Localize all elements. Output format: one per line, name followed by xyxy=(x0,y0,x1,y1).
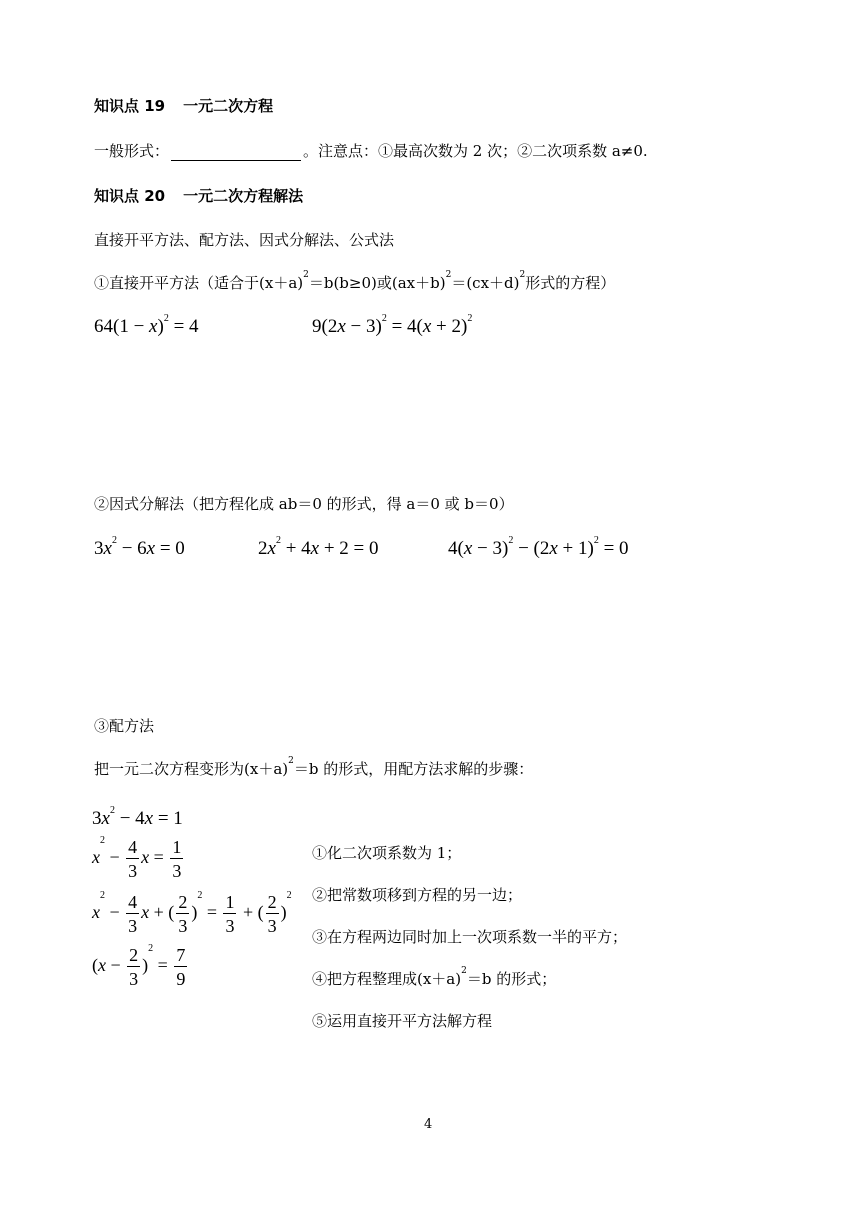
equation-factor-2: $2x^2 + 4x + 2 = 0$ xyxy=(258,535,379,559)
page-number: 4 xyxy=(424,1117,433,1132)
step-4 xyxy=(312,968,556,989)
equation-direct-2: $9(2x - 3)^2 = 4(x + 2)^2$ xyxy=(312,313,473,337)
completing-square-intro xyxy=(94,758,533,779)
direct-text-4: 形式的方程） xyxy=(525,274,616,292)
exponent: 2 xyxy=(445,270,452,280)
step-2: ②把常数项移到方程的另一边； xyxy=(312,886,523,904)
equation-factor-1: $3x^2 - 6x = 0$ xyxy=(94,535,185,559)
methods-list: 直接开平方法、配方法、因式分解法、公式法 xyxy=(94,231,395,249)
general-form-line xyxy=(94,140,648,161)
section-19-heading xyxy=(94,95,273,116)
general-form-prefix: 一般形式： xyxy=(94,142,170,160)
worked-step-2: $x^2$ − $\frac{4}{3}$ x = $\frac{1}{3}$ xyxy=(92,835,182,881)
direct-text-1: ①直接开平方法（适合于(x＋a) xyxy=(94,274,304,292)
section-19-title: 一元二次方程 xyxy=(183,97,274,115)
worked-step-1: $3x^2 - 4x = 1$ xyxy=(92,805,183,829)
step-4-text-1: ④把方程整理成(x＋a) xyxy=(312,970,462,988)
section-20-heading xyxy=(94,185,303,206)
step-3: ③在方程两边同时加上一次项系数一半的平方； xyxy=(312,928,628,946)
exponent: 2 xyxy=(303,270,309,280)
exponent: 2 xyxy=(288,756,294,766)
exponent: 2 xyxy=(519,270,526,280)
factoring-method-line: ②因式分解法（把方程化成 ab＝0 的形式，得 a＝0 或 b＝0） xyxy=(94,495,514,513)
fill-in-blank xyxy=(171,146,301,161)
direct-text-2: ＝b(b≥0)或(ax＋b) xyxy=(308,274,446,292)
step-1: ①化二次项系数为 1； xyxy=(312,844,462,862)
intro-text-1: 把一元二次方程变形为(x＋a) xyxy=(94,760,289,778)
worked-step-4: (x − $\frac{2}{3}$ )$^2$ = $\frac{7}{9}$ xyxy=(92,943,186,989)
equation-direct-1: $64(1 - x)^2 = 4$ xyxy=(94,313,199,337)
equation-factor-3: $4(x - 3)^2 - (2x + 1)^2 = 0$ xyxy=(448,535,629,559)
direct-method-line xyxy=(94,272,615,293)
general-form-notes: 。注意点：①最高次数为 2 次；②二次项系数 a≠0. xyxy=(303,142,648,160)
step-5: ⑤运用直接开平方法解方程 xyxy=(312,1012,493,1030)
section-19-label: 知识点 19 xyxy=(94,97,166,115)
exponent: 2 xyxy=(461,966,467,976)
section-20-title: 一元二次方程解法 xyxy=(183,187,304,205)
direct-text-3: ＝(cx＋d) xyxy=(451,274,520,292)
intro-text-2: ＝b 的形式，用配方法求解的步骤： xyxy=(293,760,534,778)
completing-square-title: ③配方法 xyxy=(94,717,155,735)
section-20-label: 知识点 20 xyxy=(94,187,166,205)
worked-step-3: $x^2$ − $\frac{4}{3}$ x + ( $\frac{2}{3}$ )$^2$ = $\frac{1}{3}$ + ( $\frac{2}{3}$ )$^2$ xyxy=(92,890,292,936)
step-4-text-2: ＝b 的形式； xyxy=(466,970,557,988)
